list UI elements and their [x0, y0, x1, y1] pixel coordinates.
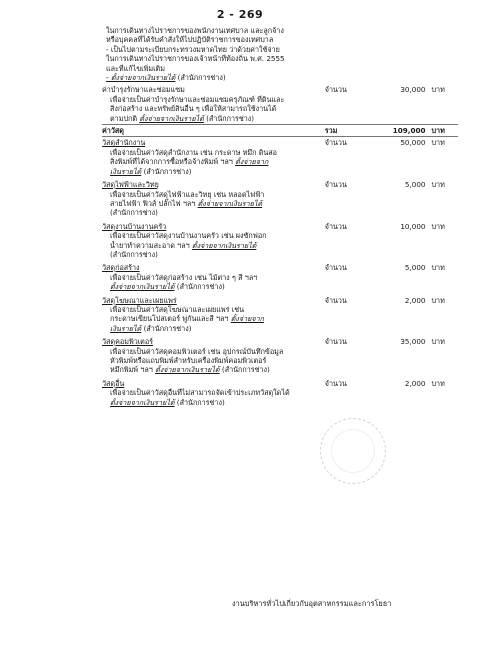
material-item-row [102, 337, 460, 346]
funding-source: ตั้งจ่ายจาก [230, 314, 264, 324]
official-stamp [320, 418, 386, 484]
material-item-currency: บาท [431, 263, 445, 273]
description-line [110, 347, 460, 356]
funding-source: - ตั้งจ่ายจากเงินรายได้ [106, 73, 176, 83]
description-line [110, 305, 460, 314]
material-item-unit: จำนวน [324, 138, 347, 148]
description-line [110, 190, 460, 199]
department-note: (สำนักการช่าง) [203, 113, 255, 123]
description-text: หัวพิมพ์หรือแถบพิมพ์สำหรับเครื่องพิมพ์คอมพิวเตอร์ [110, 356, 267, 365]
department-note: (สำนักการช่าง) [141, 166, 192, 176]
material-item-currency: บาท [431, 138, 445, 148]
material-item-description [102, 305, 460, 333]
intro-block [102, 26, 460, 82]
material-item-amount: 35,000 [400, 337, 426, 347]
description-line [110, 250, 460, 259]
material-item-description [102, 273, 460, 292]
maintenance-row [102, 85, 460, 94]
material-item-currency: บาท [431, 378, 445, 388]
funding-source: ตั้งจ่ายจากเงินรายได้ [155, 365, 220, 375]
department-note: (สำนักการช่าง) [141, 323, 192, 333]
funding-source: เงินรายได้ [110, 166, 142, 176]
material-item-unit: จำนวน [324, 221, 347, 231]
material-item-unit: จำนวน [324, 180, 347, 190]
maintenance-amount: 30,000 [400, 85, 426, 95]
description-line [110, 365, 460, 374]
material-item-amount: 5,000 [404, 263, 426, 273]
description-line [110, 241, 460, 250]
funding-source: ตั้งจ่ายจาก [235, 157, 269, 167]
maintenance-currency: บาท [431, 85, 445, 95]
description-line [110, 282, 460, 291]
description-text: เพื่อจ่ายเป็นค่าวัสดุโฆษณาและเผยแพร่ เช่น [110, 304, 245, 314]
material-item-label: วัสดุคอมพิวเตอร์ [102, 337, 154, 347]
material-item-label: วัสดุงานบ้านงานครัว [102, 221, 167, 231]
material-item-amount: 2,000 [404, 378, 426, 388]
description-text: สิ่งพิมพ์ที่ได้จากการซื้อหรือจ้างพิมพ์ ฯลฯ [110, 157, 236, 167]
material-items-list [102, 138, 460, 407]
material-item-unit: จำนวน [324, 295, 347, 305]
material-item-unit: จำนวน [324, 263, 347, 273]
material-item-amount: 2,000 [404, 295, 426, 305]
budget-content [102, 26, 460, 407]
material-item-label: วัสดุอื่น [102, 378, 125, 388]
material-item-row [102, 263, 460, 272]
description-text: กระดาษเขียนโปสเตอร์ พู่กันและสี ฯลฯ [110, 314, 231, 324]
department-note: (สำนักการช่าง) [174, 282, 225, 292]
description-line: เพื่อจ่ายเป็นค่าบำรุงรักษาและซ่อมแซมครุภัณฑ์ ที่ดินและ [110, 94, 285, 104]
material-item-amount: 5,000 [404, 180, 426, 190]
material-item-currency: บาท [431, 180, 445, 190]
material-item-description [102, 148, 460, 176]
material-item-currency: บาท [431, 295, 445, 305]
description-text: เพื่อจ่ายเป็นค่าวัสดุก่อสร้าง เช่น ไม้ต่าง ๆ สี ฯลฯ [110, 272, 258, 282]
description-text: เพื่อจ่ายเป็นค่าวัสดุอื่นที่ไม่สามารถจัดเข้าประเภทวัสดุใดได้ [110, 388, 290, 398]
description-line [110, 199, 460, 208]
section-divider [102, 124, 458, 125]
material-item-description [102, 190, 460, 218]
material-item-label: วัสดุไฟฟ้าและวิทยุ [102, 180, 159, 190]
description-text: สายไฟฟ้า ฟิวส์ ปลั๊กไฟ ฯลฯ [110, 198, 198, 208]
description-line [110, 167, 460, 176]
maintenance-description [102, 95, 460, 123]
materials-header-row [102, 126, 460, 135]
description-text: หมึกพิมพ์ ฯลฯ [110, 365, 156, 375]
page-number: 2 - 269 [216, 8, 264, 21]
material-item-unit: จำนวน [324, 337, 347, 347]
material-item-currency: บาท [431, 337, 445, 347]
description-text: (สำนักการช่าง) [110, 249, 158, 259]
description-text: เพื่อจ่ายเป็นค่าวัสดุคอมพิวเตอร์ เช่น อุปกรณ์บันทึกข้อมูล [110, 346, 284, 356]
material-item-row [102, 180, 460, 189]
description-text: เพื่อจ่ายเป็นค่าวัสดุไฟฟ้าและวิทยุ เช่น หลอดไฟฟ้า [110, 189, 265, 199]
material-item-row [102, 138, 460, 147]
intro-line: หรือบุคคลที่ได้รับคำสั่งให้ไปปฏิบัติราชการของเทศบาล [106, 35, 274, 45]
material-item-description [102, 347, 460, 375]
intro-line: - เป็นไปตามระเบียบกระทรวงมหาดไทย ว่าด้วยค่าใช้จ่าย [106, 44, 280, 54]
footer-department: งานบริหารทั่วไปเกี่ยวกับอุตสาหกรรมและการโยธา [232, 599, 392, 608]
material-item-label: วัสดุก่อสร้าง [102, 263, 140, 273]
funding-source: ตั้งจ่ายจากเงินรายได้ [110, 282, 175, 292]
description-line [110, 114, 460, 123]
description-line [110, 324, 460, 333]
description-line [110, 208, 460, 217]
intro-line-funding [106, 73, 460, 82]
description-line [110, 398, 460, 407]
description-text: (สำนักการช่าง) [110, 208, 158, 218]
description-line [110, 356, 460, 365]
description-line [110, 148, 460, 157]
funding-source: ตั้งจ่ายจากเงินรายได้ [139, 113, 204, 123]
funding-source: ตั้งจ่ายจากเงินรายได้ [191, 240, 257, 250]
description-line [110, 314, 460, 323]
material-item-label: วัสดุสำนักงาน [102, 138, 146, 148]
section-divider [102, 136, 458, 137]
description-line [110, 273, 460, 282]
department-note: (สำนักการช่าง) [174, 397, 225, 407]
materials-header-label: ค่าวัสดุ [102, 126, 124, 136]
material-item-description [102, 231, 460, 259]
description-text: น้ำยาทำความสะอาด ฯลฯ [110, 240, 192, 250]
material-item-unit: จำนวน [324, 378, 347, 388]
description-text: เพื่อจ่ายเป็นค่าวัสดุสำนักงาน เช่น กระดาษ หมึก ดินสอ [110, 147, 277, 157]
description-text: ตามปกติ [110, 113, 140, 123]
material-item-description [102, 388, 460, 407]
material-item-currency: บาท [431, 221, 445, 231]
maintenance-unit: จำนวน [324, 85, 347, 95]
maintenance-label: ค่าบำรุงรักษาและซ่อมแซม [102, 85, 185, 95]
description-line [110, 231, 460, 240]
funding-source: เงินรายได้ [110, 323, 142, 333]
department-note: (สำนักการช่าง) [175, 73, 226, 83]
department-note: (สำนักการช่าง) [219, 365, 270, 375]
material-item-amount: 10,000 [400, 221, 426, 231]
funding-source: ตั้งจ่ายจากเงินรายได้ [110, 397, 175, 407]
material-item-row [102, 379, 460, 388]
description-line [110, 388, 460, 397]
materials-total-currency: บาท [431, 126, 445, 136]
material-item-amount: 50,000 [400, 138, 426, 148]
intro-line: และที่แก้ไขเพิ่มเติม [106, 63, 165, 73]
intro-line: ในการเดินทางไปราชการของเจ้าหน้าที่ท้องถิ่น พ.ศ. 2555 [106, 54, 285, 64]
material-item-label: วัสดุโฆษณาและเผยแพร่ [102, 295, 177, 305]
materials-total-amount: 109,000 [392, 126, 426, 136]
description-line [110, 157, 460, 166]
description-line: สิ่งก่อสร้าง และทรัพย์สินอื่น ๆ เพื่อให้สามารถใช้งานได้ [110, 104, 277, 114]
materials-total-label: รวม [324, 126, 338, 136]
material-item-row [102, 296, 460, 305]
intro-line: ในการเดินทางไปราชการของพนักงานเทศบาล และลูกจ้าง [106, 26, 284, 35]
material-item-row [102, 222, 460, 231]
funding-source: ตั้งจ่ายจากเงินรายได้ [197, 198, 263, 208]
description-text: เพื่อจ่ายเป็นค่าวัสดุงานบ้านงานครัว เช่น ผงซักฟอก [110, 231, 267, 241]
